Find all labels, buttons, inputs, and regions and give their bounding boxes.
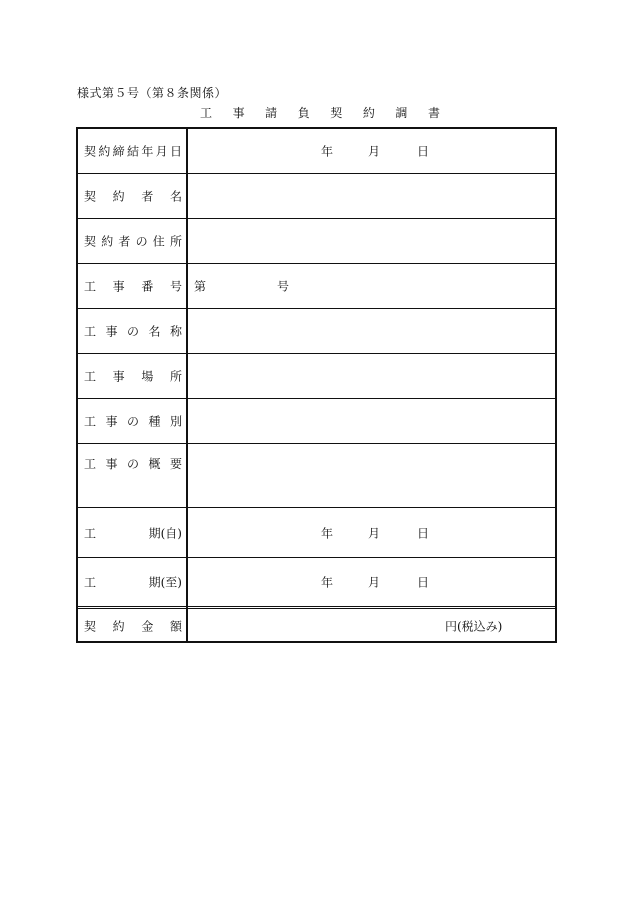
- year-unit: 年: [321, 144, 334, 159]
- title-char: 工: [200, 106, 213, 120]
- row-contract-date: [78, 129, 555, 174]
- column-divider: [186, 129, 188, 641]
- row-period-start: [78, 508, 555, 558]
- row-label: 工 事 の 種 別: [84, 414, 182, 429]
- day-unit: 日: [417, 526, 430, 540]
- row-label: 契 約 者 の 住 所: [84, 234, 182, 249]
- month-unit: 月: [368, 144, 381, 159]
- row-label: 契 約 者 名: [84, 189, 182, 204]
- currency-unit: 円(税込み): [445, 619, 503, 633]
- row-label: 契 約 締 結 年 月 日: [84, 144, 182, 159]
- day-unit: 日: [417, 575, 430, 590]
- row-work-type: [78, 399, 555, 444]
- title-char: 約: [362, 106, 375, 120]
- title-char: 事: [232, 106, 245, 120]
- row-contractor-name: [78, 174, 555, 219]
- row-contract-amount: [78, 608, 555, 642]
- month-unit: 月: [368, 526, 381, 540]
- month-unit: 月: [368, 575, 381, 590]
- title-char: 負: [297, 106, 310, 120]
- row-label: 工 事 場 所: [84, 369, 182, 384]
- row-label: 工 事 の 概 要: [84, 457, 182, 471]
- row-work-summary: [78, 444, 555, 508]
- contract-form-table: [76, 127, 557, 643]
- title-char: 契: [330, 106, 343, 120]
- year-unit: 年: [321, 526, 334, 540]
- title-char: 書: [427, 106, 440, 120]
- number-prefix: 第: [194, 279, 207, 294]
- row-work-number: [78, 264, 555, 309]
- row-contractor-address: [78, 219, 555, 264]
- row-label: 工 事 番 号: [84, 279, 182, 294]
- row-work-location: [78, 354, 555, 399]
- row-label: 契 約 金 額: [84, 619, 182, 633]
- day-unit: 日: [417, 144, 430, 159]
- title-char: 調: [395, 106, 408, 120]
- number-suffix: 号: [277, 279, 290, 294]
- year-unit: 年: [321, 575, 334, 590]
- row-label: 工 事 の 名 称: [84, 324, 182, 339]
- title-char: 請: [265, 106, 278, 120]
- row-work-name: [78, 309, 555, 354]
- document-title: [200, 104, 440, 121]
- row-label: 工 期(至): [84, 575, 182, 590]
- form-number: 様式第５号（第８条関係）: [77, 86, 228, 100]
- row-label: 工 期(自): [84, 526, 182, 540]
- row-period-end: [78, 558, 555, 607]
